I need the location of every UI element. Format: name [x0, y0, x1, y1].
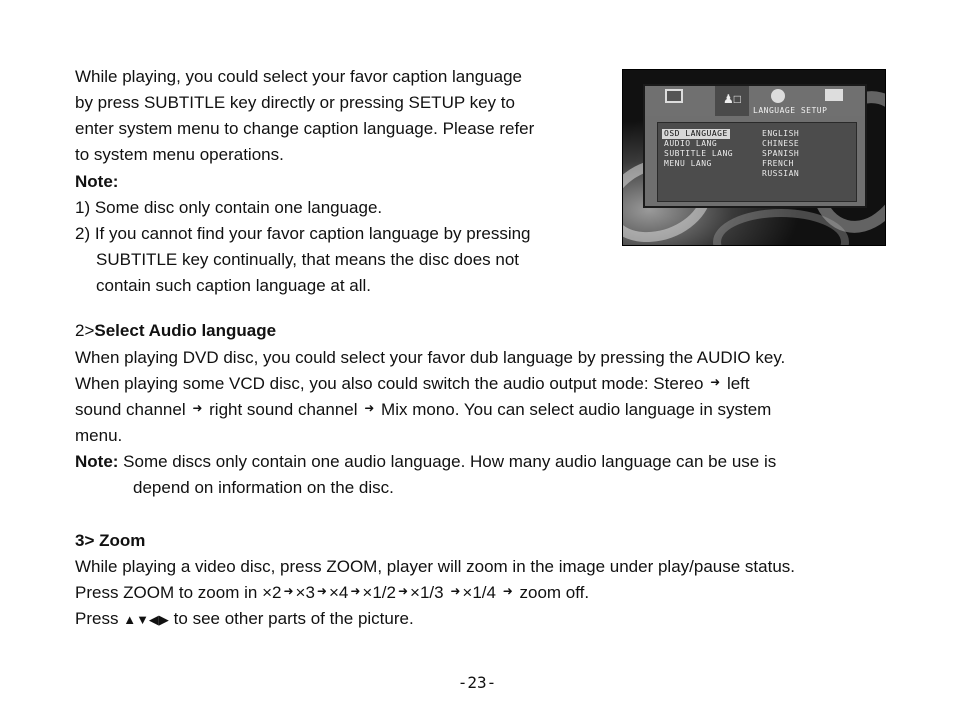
menu-item-osd-language: OSD LANGUAGE	[664, 129, 728, 138]
zoom-line-2: Press ZOOM to zoom in ×2 ➜ ×3 ➜ ×4 ➜ ×1/2 ➜ ×1/3 ➜ ×1/4 ➜ zoom off.	[75, 583, 590, 602]
language-setup-screenshot	[622, 69, 886, 246]
menu-item-audio-lang: AUDIO LANG	[664, 139, 718, 148]
menu-item-subtitle-lang: SUBTITLE LANG	[664, 149, 734, 158]
menu-body	[657, 122, 857, 202]
arrow-icon: ➜	[710, 375, 721, 389]
arrow-icon: ➜	[316, 584, 327, 598]
monitor-icon	[665, 89, 683, 103]
arrow-icon: ➜	[397, 584, 409, 598]
intro-line-1: While playing, you could select your favor caption language	[75, 67, 522, 86]
zoom-line-1: While playing a video disc, press ZOOM, player will zoom in the image under play/pause status.	[75, 557, 795, 576]
language-tab	[715, 86, 749, 116]
menu-item-menu-lang: MENU LANG	[664, 159, 712, 168]
option-french: FRENCH	[762, 159, 794, 168]
intro-line-4: to system menu operations.	[75, 145, 284, 164]
intro-note-cont-1: SUBTITLE key continually, that means the disc does not	[96, 250, 520, 269]
audio-heading: 2>Select Audio language	[75, 321, 277, 340]
audio-line-2: When playing some VCD disc, you also could switch the audio output mode: Stereo ➜ left	[75, 374, 750, 393]
option-russian: RUSSIAN	[762, 169, 800, 178]
audio-line-1: When playing DVD disc, you could select your favor dub language by pressing the AUDIO key.	[75, 348, 786, 367]
audio-line-4: menu.	[75, 426, 123, 445]
arrow-icon: ➜	[350, 584, 361, 598]
setup-tabs	[645, 86, 865, 116]
intro-line-2: by press SUBTITLE key directly or pressing SETUP key to	[75, 93, 515, 112]
arrow-icon: ➜	[450, 584, 461, 598]
page-number: -23-	[457, 673, 497, 692]
option-chinese: CHINESE	[762, 139, 800, 148]
menu-title: LANGUAGE SETUP	[753, 106, 828, 115]
intro-note-cont-2: contain such caption language at all.	[96, 276, 372, 295]
arrow-icon: ➜	[283, 584, 294, 598]
intro-note-item-1: 1) Some disc only contain one language.	[75, 198, 383, 217]
disc-icon	[771, 89, 785, 103]
option-english: ENGLISH	[762, 129, 800, 138]
audio-note-cont: depend on information on the disc.	[133, 478, 394, 497]
zoom-line-3: Press ▲▼◀▶ to see other parts of the picture.	[75, 609, 414, 628]
option-spanish: SPANISH	[762, 149, 800, 158]
arrow-icon: ➜	[364, 401, 375, 415]
intro-line-3: enter system menu to change caption language. Please refer	[75, 119, 535, 138]
person-icon: ♟□	[723, 92, 742, 106]
intro-note-item-2: 2) If you cannot find your favor caption language by pressing	[75, 224, 531, 243]
direction-arrows-icon: ▲▼◀▶	[123, 612, 169, 627]
arrow-icon: ➜	[502, 584, 513, 598]
setup-menu	[643, 84, 867, 208]
speaker-icon	[825, 89, 843, 101]
arrow-icon: ➜	[192, 401, 203, 415]
intro-note-label: Note:	[75, 172, 119, 191]
audio-note: Note: Some discs only contain one audio language. How many audio language can be use is	[75, 452, 777, 471]
audio-line-3: sound channel ➜ right sound channel ➜ Mix mono. You can select audio language in system	[75, 400, 772, 419]
zoom-heading: 3> Zoom	[75, 531, 146, 550]
